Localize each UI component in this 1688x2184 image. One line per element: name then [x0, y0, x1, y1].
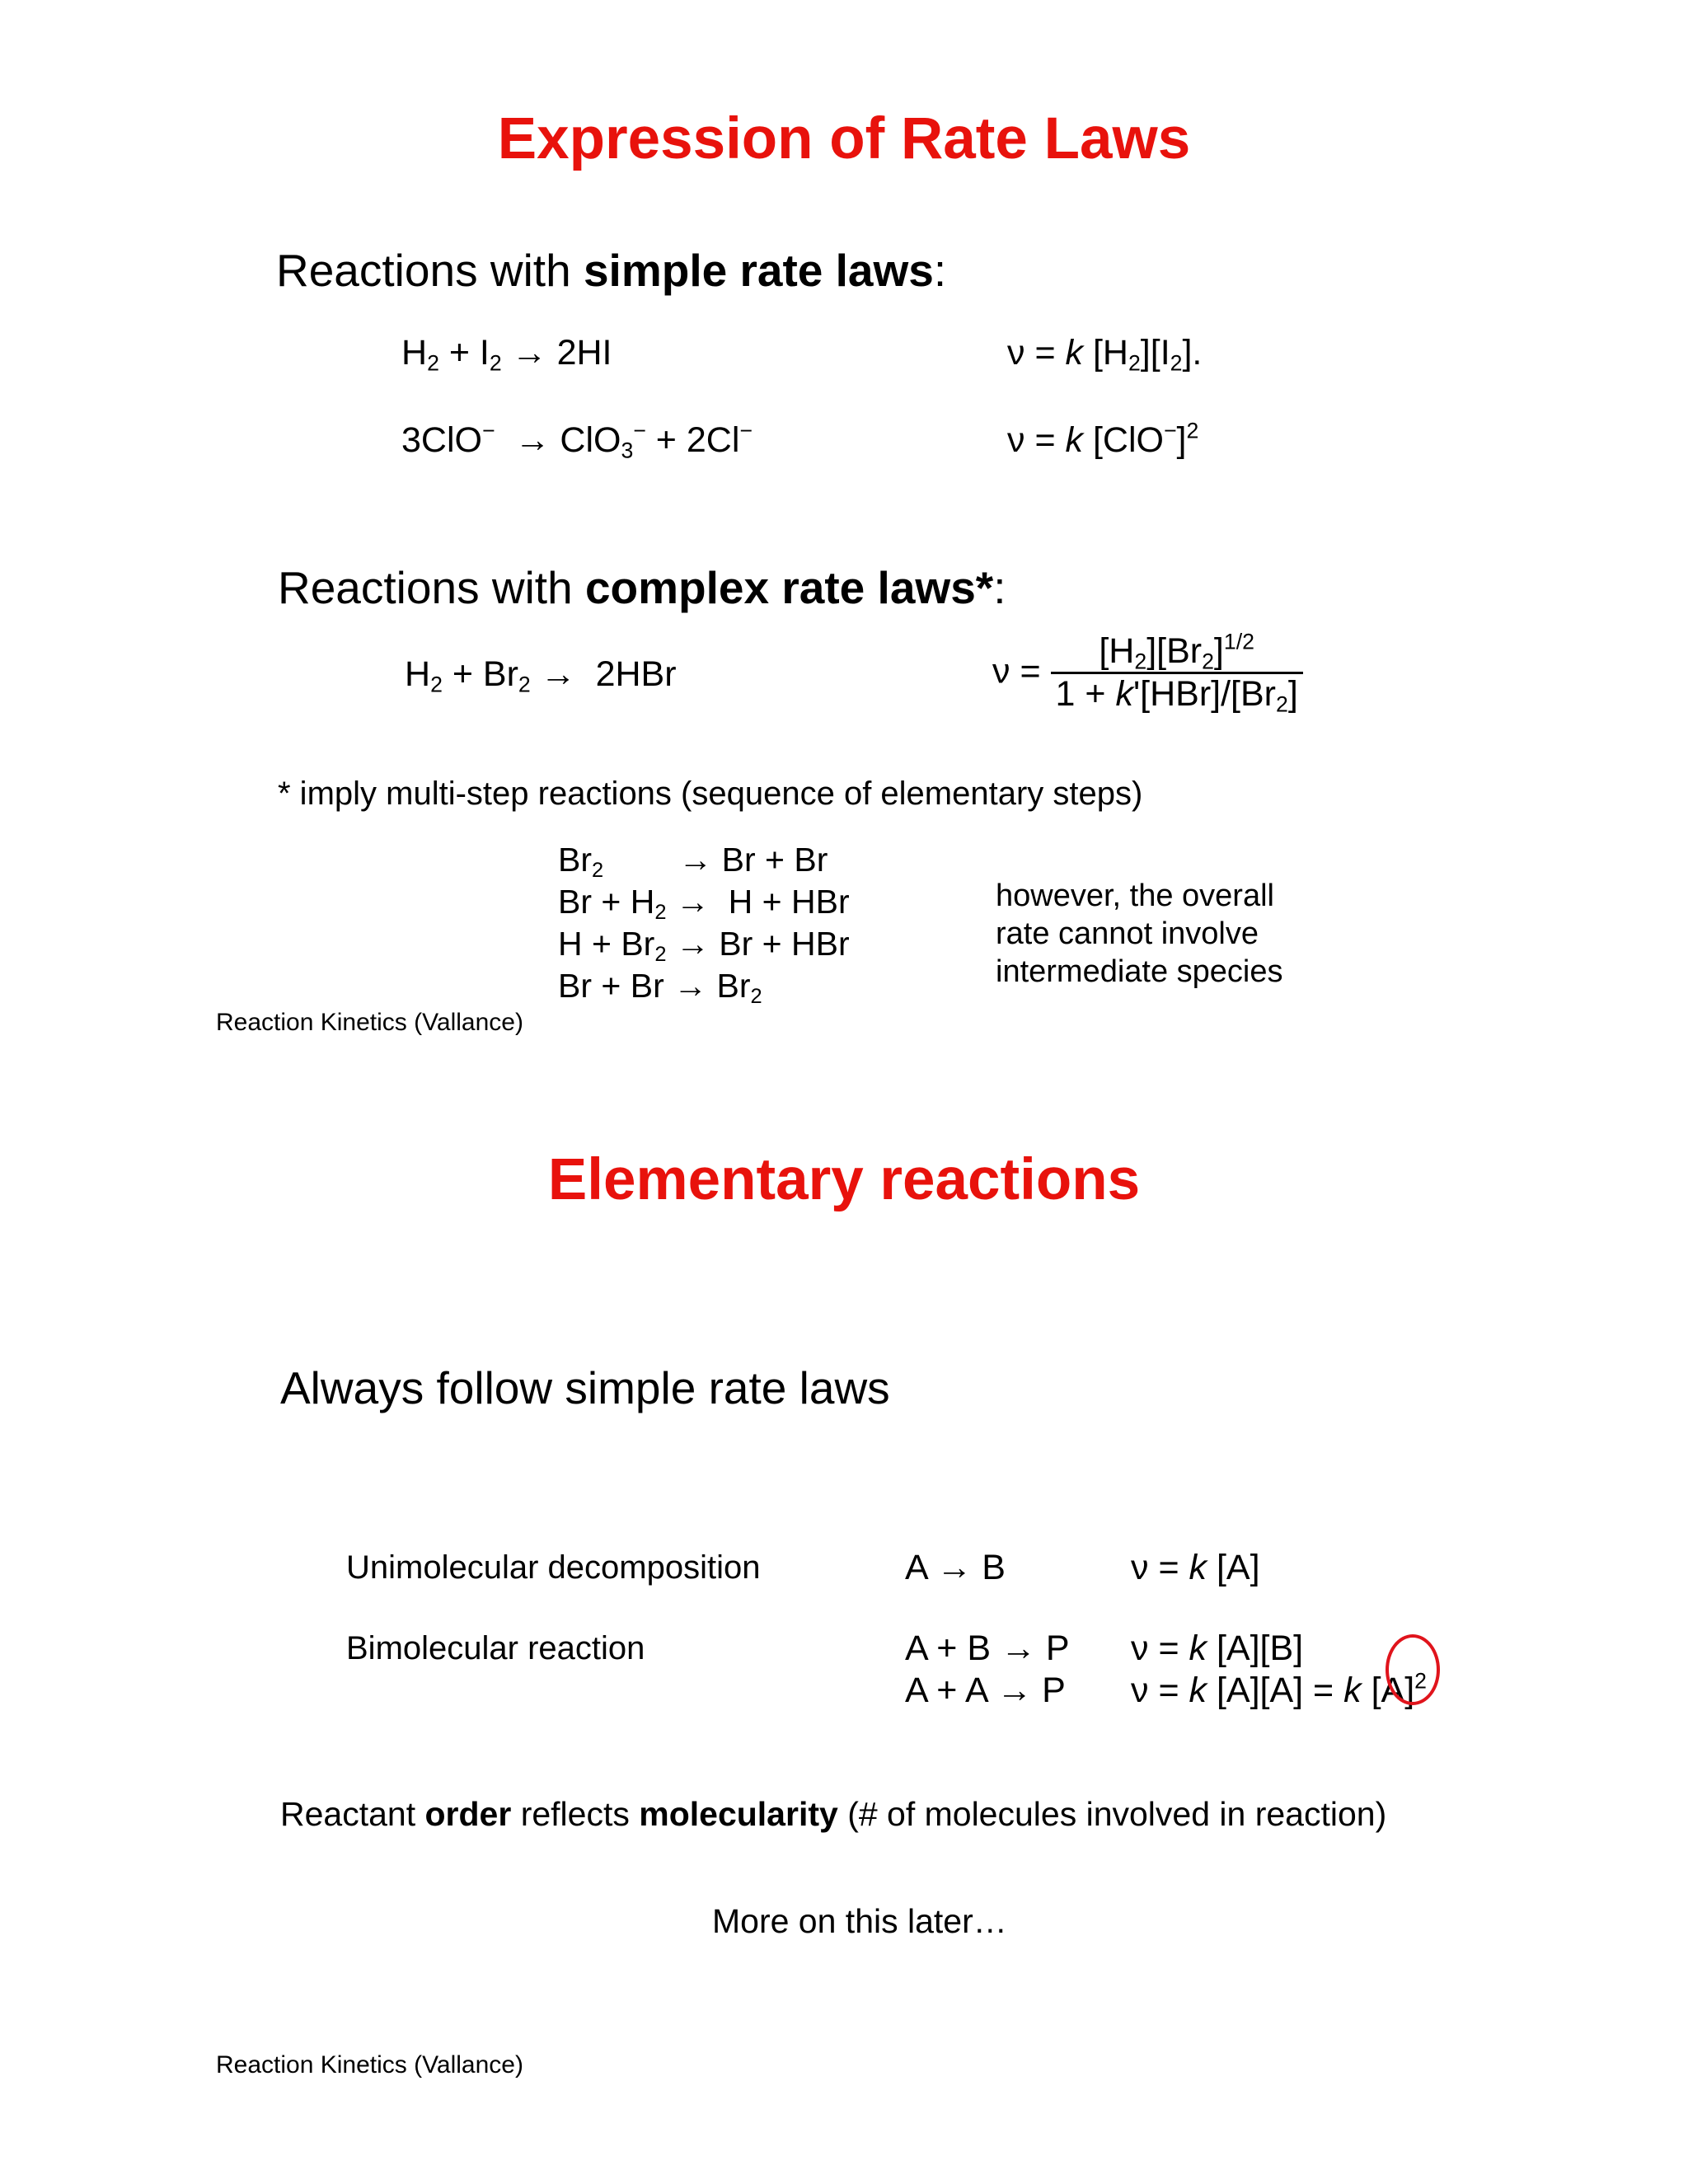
slide1-title: Expression of Rate Laws [497, 106, 1191, 171]
rate-law-h2-i2: ν = k $[H_2][I_2]$. [1007, 333, 1203, 376]
more-later: More on this later… [712, 1902, 1007, 1940]
complex-rate-laws-heading: Reactions with complex rate laws*: [278, 562, 1006, 613]
slide2-footer: Reaction Kinetics (Vallance) [216, 2051, 523, 2079]
mechanism-step: $Br + Br \to Br_2$ [558, 967, 762, 1009]
reaction-h2-br2: $H_2 + Br_2 \to 2HBr$ [405, 654, 677, 697]
however-note: however, the overall rate cannot involve intermediate species [996, 879, 1283, 989]
slide1-footer: Reaction Kinetics (Vallance) [216, 1009, 523, 1036]
order-molecularity-sentence: Reactant order reflects molecularity (# of molecules involved in reaction) [280, 1795, 1387, 1833]
row-label-bimolecular: Bimolecular reaction [346, 1630, 645, 1666]
reaction-a-to-b: A → B [905, 1548, 1006, 1587]
rate-law-bimolecular-aa: ν = k [A][A] = k $[A]^2$ [1131, 1668, 1427, 1710]
rate-law-h2-br2: ν = $\frac{[H_2][Br_2]^{1/2}}{1 + k'[HBr]/[Br_2]}$ [992, 631, 1303, 715]
rate-law-unimolecular: ν = k [A] [1131, 1548, 1260, 1587]
reaction-clo: 3ClO− → ClO$_3$− + 2Cl− [401, 418, 753, 463]
mechanism-steps [558, 839, 850, 1007]
row-label-unimolecular: Unimolecular decomposition [346, 1549, 761, 1586]
reaction-h2-i2: $H_2 + I_2 \to 2HI$ [401, 333, 612, 376]
annotation-circle [1386, 1634, 1440, 1705]
rate-law-clo: ν = k $[ClO^-]^2$ [1007, 418, 1199, 460]
mechanism-step: $H + Br_2 \to Br$ + HBr [558, 925, 850, 967]
simple-rate-laws-heading: Reactions with simple rate laws: [276, 245, 947, 296]
reaction-a-b-to-p: A + B → P [905, 1629, 1070, 1668]
multi-step-note: * imply multi-step reactions (sequence of elementary steps) [278, 776, 1143, 812]
reaction-a-a-to-p: A + A → P [905, 1671, 1066, 1710]
slide2-title: Elementary reactions [547, 1147, 1141, 1212]
rate-fraction: $\frac{[H_2][Br_2]^{1/2}}{1 + k'[HBr]/[Br_2]}$ [1051, 631, 1303, 715]
mechanism-step: $Br_2$ → Br + Br [558, 841, 828, 883]
mechanism-step: $Br + H_2 \to H$ + HBr [558, 883, 850, 925]
slide2-subtitle: Always follow simple rate laws [280, 1362, 890, 1413]
rate-law-bimolecular-ab: ν = k [A][B] [1131, 1629, 1304, 1668]
